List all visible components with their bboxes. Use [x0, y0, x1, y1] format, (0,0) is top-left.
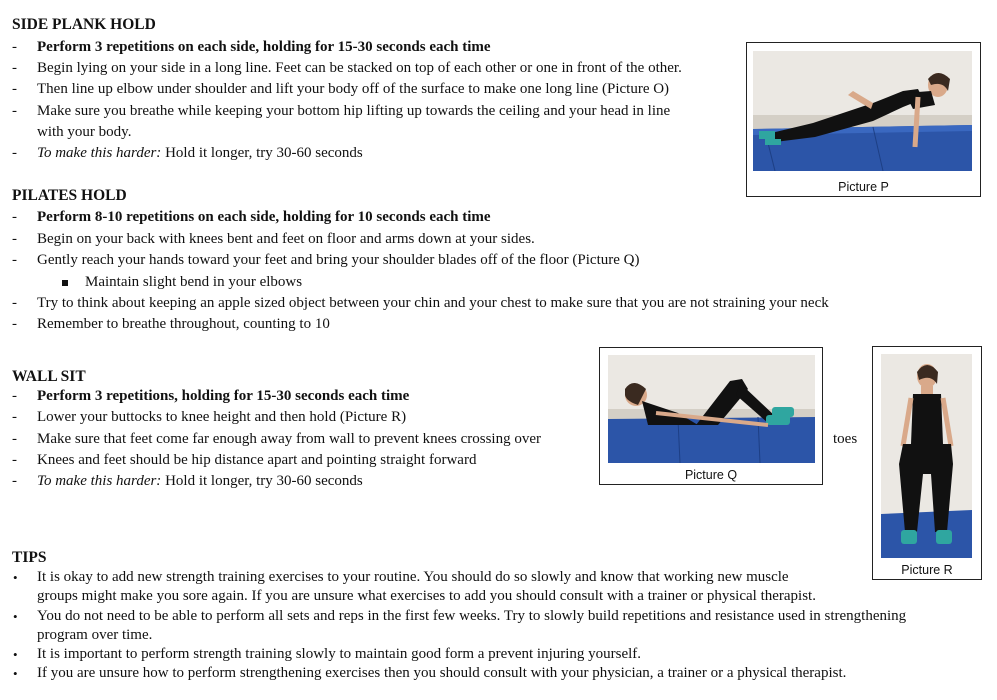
pilates-line-6: Remember to breathe throughout, counting to 10: [37, 316, 330, 332]
picture-p-frame: [746, 42, 981, 197]
picture-r-frame: [872, 346, 982, 580]
dash-marker: -: [12, 252, 17, 268]
picture-r-image: [881, 354, 972, 558]
tips-line-5: It is important to perform strength training slowly to maintain good form a prevent injuring yourself.: [37, 646, 642, 662]
dash-marker: -: [12, 60, 17, 76]
side-plank-harder-label: To make this harder:: [37, 145, 162, 161]
tips-line-1: It is okay to add new strength training exercises to your routine. You should do so slowly and know that working new muscle: [37, 569, 789, 585]
bullet-marker: •: [13, 609, 18, 624]
side-plank-photo-icon: [753, 51, 972, 171]
pilates-photo-icon: [608, 355, 815, 463]
side-plank-harder-text: Hold it longer, try 30-60 seconds: [161, 145, 363, 161]
wall-sit-toes: toes: [833, 431, 858, 447]
dash-marker: -: [12, 295, 17, 311]
tips-heading: TIPS: [12, 549, 47, 566]
pilates-line-2: Begin on your back with knees bent and feet on floor and arms down at your sides.: [37, 231, 535, 247]
dash-marker: -: [12, 452, 17, 468]
pilates-line-1: Perform 8-10 repetitions on each side, holding for 10 seconds each time: [37, 209, 491, 225]
pilates-heading: PILATES HOLD: [12, 187, 127, 204]
dash-marker: -: [12, 473, 17, 489]
side-plank-line-1: Perform 3 repetitions on each side, holding for 15-30 seconds each time: [37, 39, 491, 55]
tips-line-6: If you are unsure how to perform strengthening exercises then you should consult with your physician, a trainer or a physical therapist.: [37, 665, 847, 681]
bullet-marker: •: [13, 570, 18, 585]
picture-q-frame: [599, 347, 823, 485]
tips-line-2: groups might make you sore again. If you are unsure what exercises to add you should consult with a trainer or physical therapist.: [37, 588, 816, 604]
side-plank-line-5: with your body.: [37, 124, 132, 140]
side-plank-line-2: Begin lying on your side in a long line. Feet can be stacked on top of each other or one in front of the other.: [37, 60, 682, 76]
dash-marker: -: [12, 103, 17, 119]
dash-marker: -: [12, 145, 17, 161]
side-plank-line-3: Then line up elbow under shoulder and lift your body off of the surface to make one long line (Picture O): [37, 81, 670, 97]
bullet-marker: •: [13, 647, 18, 662]
side-plank-line-4: Make sure you breathe while keeping your bottom hip lifting up towards the ceiling and your head in line: [37, 103, 671, 119]
dash-marker: -: [12, 231, 17, 247]
side-plank-heading: SIDE PLANK HOLD: [12, 16, 156, 33]
picture-p-caption: Picture P: [838, 180, 889, 194]
wall-sit-line-3: Make sure that feet come far enough away from wall to prevent knees crossing over: [37, 431, 541, 447]
pilates-line-4: Maintain slight bend in your elbows: [85, 274, 303, 290]
picture-q-image: [608, 355, 815, 463]
wall-sit-line-2: Lower your buttocks to knee height and then hold (Picture R): [37, 409, 407, 425]
bullet-marker: •: [13, 666, 18, 681]
dash-marker: -: [12, 431, 17, 447]
dash-marker: -: [12, 81, 17, 97]
picture-r-caption: Picture R: [901, 563, 953, 577]
picture-q-caption: Picture Q: [684, 468, 738, 482]
dash-marker: -: [12, 316, 17, 332]
wall-sit-harder-text: Hold it longer, try 30-60 seconds: [161, 473, 363, 489]
wall-sit-harder-label: To make this harder:: [37, 473, 162, 489]
pilates-line-3: Gently reach your hands toward your feet and bring your shoulder blades off of the floor (Picture Q): [37, 252, 640, 268]
dash-marker: -: [12, 209, 17, 225]
picture-p-image: [753, 51, 972, 171]
wall-sit-line-1: Perform 3 repetitions, holding for 15-30 seconds each time: [37, 388, 410, 404]
square-bullet-icon: [62, 280, 68, 286]
tips-line-3: You do not need to be able to perform all sets and reps in the first few weeks. Try to slowly build repetitions and resistance used in strengthening: [37, 608, 907, 624]
wall-sit-line-4: Knees and feet should be hip distance apart and pointing straight forward: [37, 452, 477, 468]
dash-marker: -: [12, 388, 17, 404]
wall-sit-photo-icon: [881, 354, 972, 558]
dash-marker: -: [12, 39, 17, 55]
pilates-line-5: Try to think about keeping an apple sized object between your chin and your chest to make sure that you are not straining your neck: [37, 295, 829, 311]
dash-marker: -: [12, 409, 17, 425]
tips-line-4: program over time.: [37, 627, 153, 643]
wall-sit-heading: WALL SIT: [12, 368, 86, 385]
